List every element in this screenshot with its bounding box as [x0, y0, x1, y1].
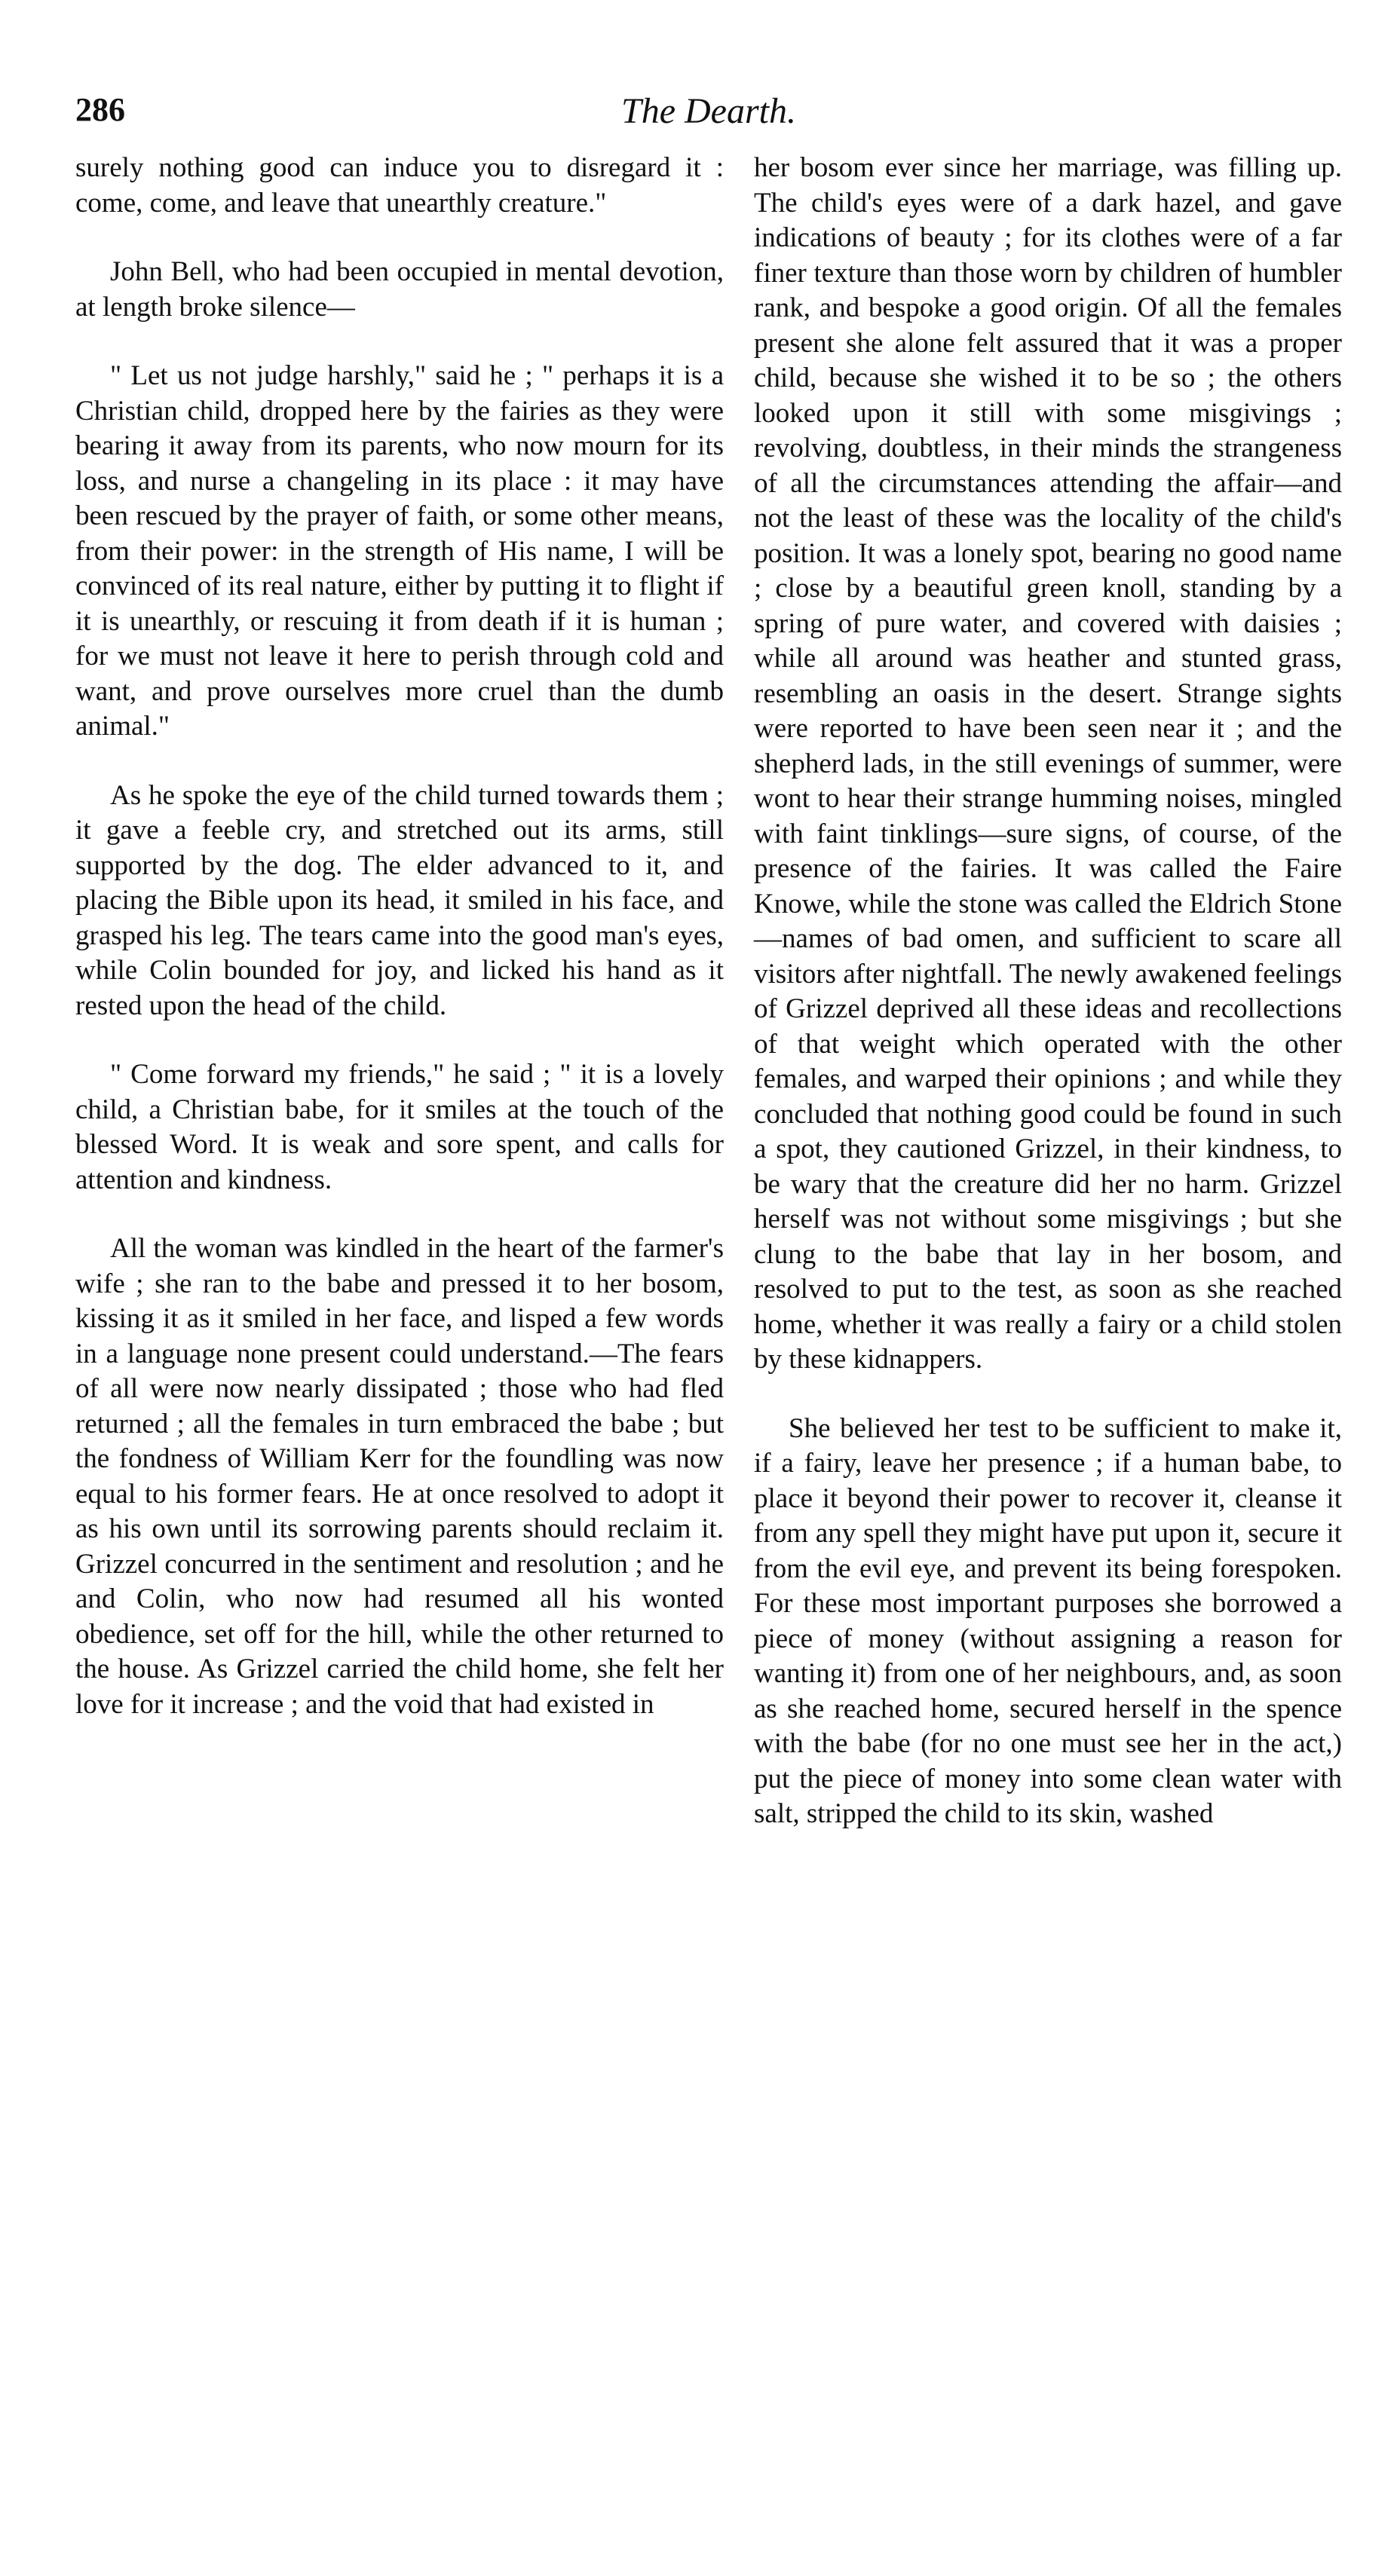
- left-column: [75, 151, 724, 1722]
- paragraph: surely nothing good can induce you to disregard it : come, come, and leave that unearthly creature.": [75, 152, 724, 219]
- paragraph: " Come forward my friends," he said ; " it is a lovely child, a Christian babe, for it smiles at the touch of the blessed Word. It is weak and sore spent, and calls for attention and kindness.: [75, 1059, 724, 1195]
- page-header: [75, 90, 1342, 151]
- paragraph: All the woman was kindled in the heart of the farmer's wife ; she ran to the babe and pressed it to her bosom, kissing it as it smiled in her face, and lisped a few words in a language none present could understand.—The fears of all were now nearly dissipated ; those who had fled returned ; all the females in turn embraced the babe ; but the fondness of William Kerr for the foundling was now equal to his former fears. He at once resolved to adopt it as his own until its sorrowing parents should reclaim it. Grizzel concurred in the sentiment and resolution ; and he and Colin, who now had resumed all his wonted obedience, set off for the hill, while the other returned to the house. As Grizzel carried the child home, she felt her love for it increase ; and the void that had existed in: [75, 1233, 724, 1720]
- paragraph: John Bell, who had been occupied in mental devotion, at length broke silence—: [75, 256, 724, 323]
- paragraph: her bosom ever since her marriage, was filling up. The child's eyes were of a dark hazel, and gave indications of beauty ; for its clothes were of a far finer texture than those worn by children of humbler rank, and bespoke a good origin. Of all the females present she alone felt assured that it was a proper child, because she wished it to be so ; the others looked upon it still with some misgivings ; revolving, doubtless, in their minds the strangeness of all the circumstances attending the affair—and not the least of these was the locality of the child's position. It was a lonely spot, bearing no good name ; close by a beautiful green knoll, standing by a spring of pure water, and covered with daisies ; while all around was heather and stunted grass, resembling an oasis in the desert. Strange sights were reported to have been seen near it ; and the shepherd lads, in the still evenings of summer, were wont to hear their strange humming noises, mingled with faint tinklings—sure signs, of course, of the presence of the fairies. It was called the Faire Knowe, while the stone was called the Eldrich Stone—names of bad omen, and sufficient to scare all visitors after nightfall. The newly awakened feelings of Grizzel deprived all these ideas and recollections of that weight which operated with the other females, and warped their opinions ; and while they concluded that nothing good could be found in such a spot, they cautioned Grizzel, in their kindness, to be wary that the creature did her no harm. Grizzel herself was not without some misgivings ; but she clung to the babe that lay in her bosom, and resolved to put to the test, as soon as she reached home, whether it was really a fairy or a child stolen by these kidnappers.: [754, 152, 1342, 1375]
- paragraph: She believed her test to be sufficient to make it, if a fairy, leave her presence ; if a human babe, to place it beyond their power to recover it, cleanse it from any spell they might have put upon it, secure it from the evil eye, and prevent its being forespoken. For these most important purposes she borrowed a piece of money (without assigning a reason for wanting it) from one of her neighbours, and, as soon as she reached home, secured herself in the spence with the babe (for no one must see her in the act,) put the piece of money into some clean water with salt, stripped the child to its skin, washed: [754, 1412, 1342, 1829]
- right-column: [754, 151, 1342, 1832]
- paragraph: As he spoke the eye of the child turned towards them ; it gave a feeble cry, and stretched out its arms, still supported by the dog. The elder advanced to it, and placing the Bible upon its head, it smiled in his face, and grasped his leg. The tears came into the good man's eyes, while Colin bounded for joy, and licked his hand as it rested upon the head of the child.: [75, 779, 724, 1021]
- paragraph: " Let us not judge harshly," said he ; " perhaps it is a Christian child, dropped here by the fairies as they were bearing it away from its parents, who now mourn for its loss, and nurse a changeling in its place : it may have been rescued by the prayer of faith, or some other means, from their power: in the strength of His name, I will be convinced of its real nature, either by putting it to flight if it is unearthly, or rescuing it from death if it is human ; for we must not leave it here to perish through cold and want, and prove ourselves more cruel than the dumb animal.": [75, 360, 724, 742]
- running-title: The Dearth.: [621, 91, 796, 131]
- page-number: 286: [75, 91, 125, 128]
